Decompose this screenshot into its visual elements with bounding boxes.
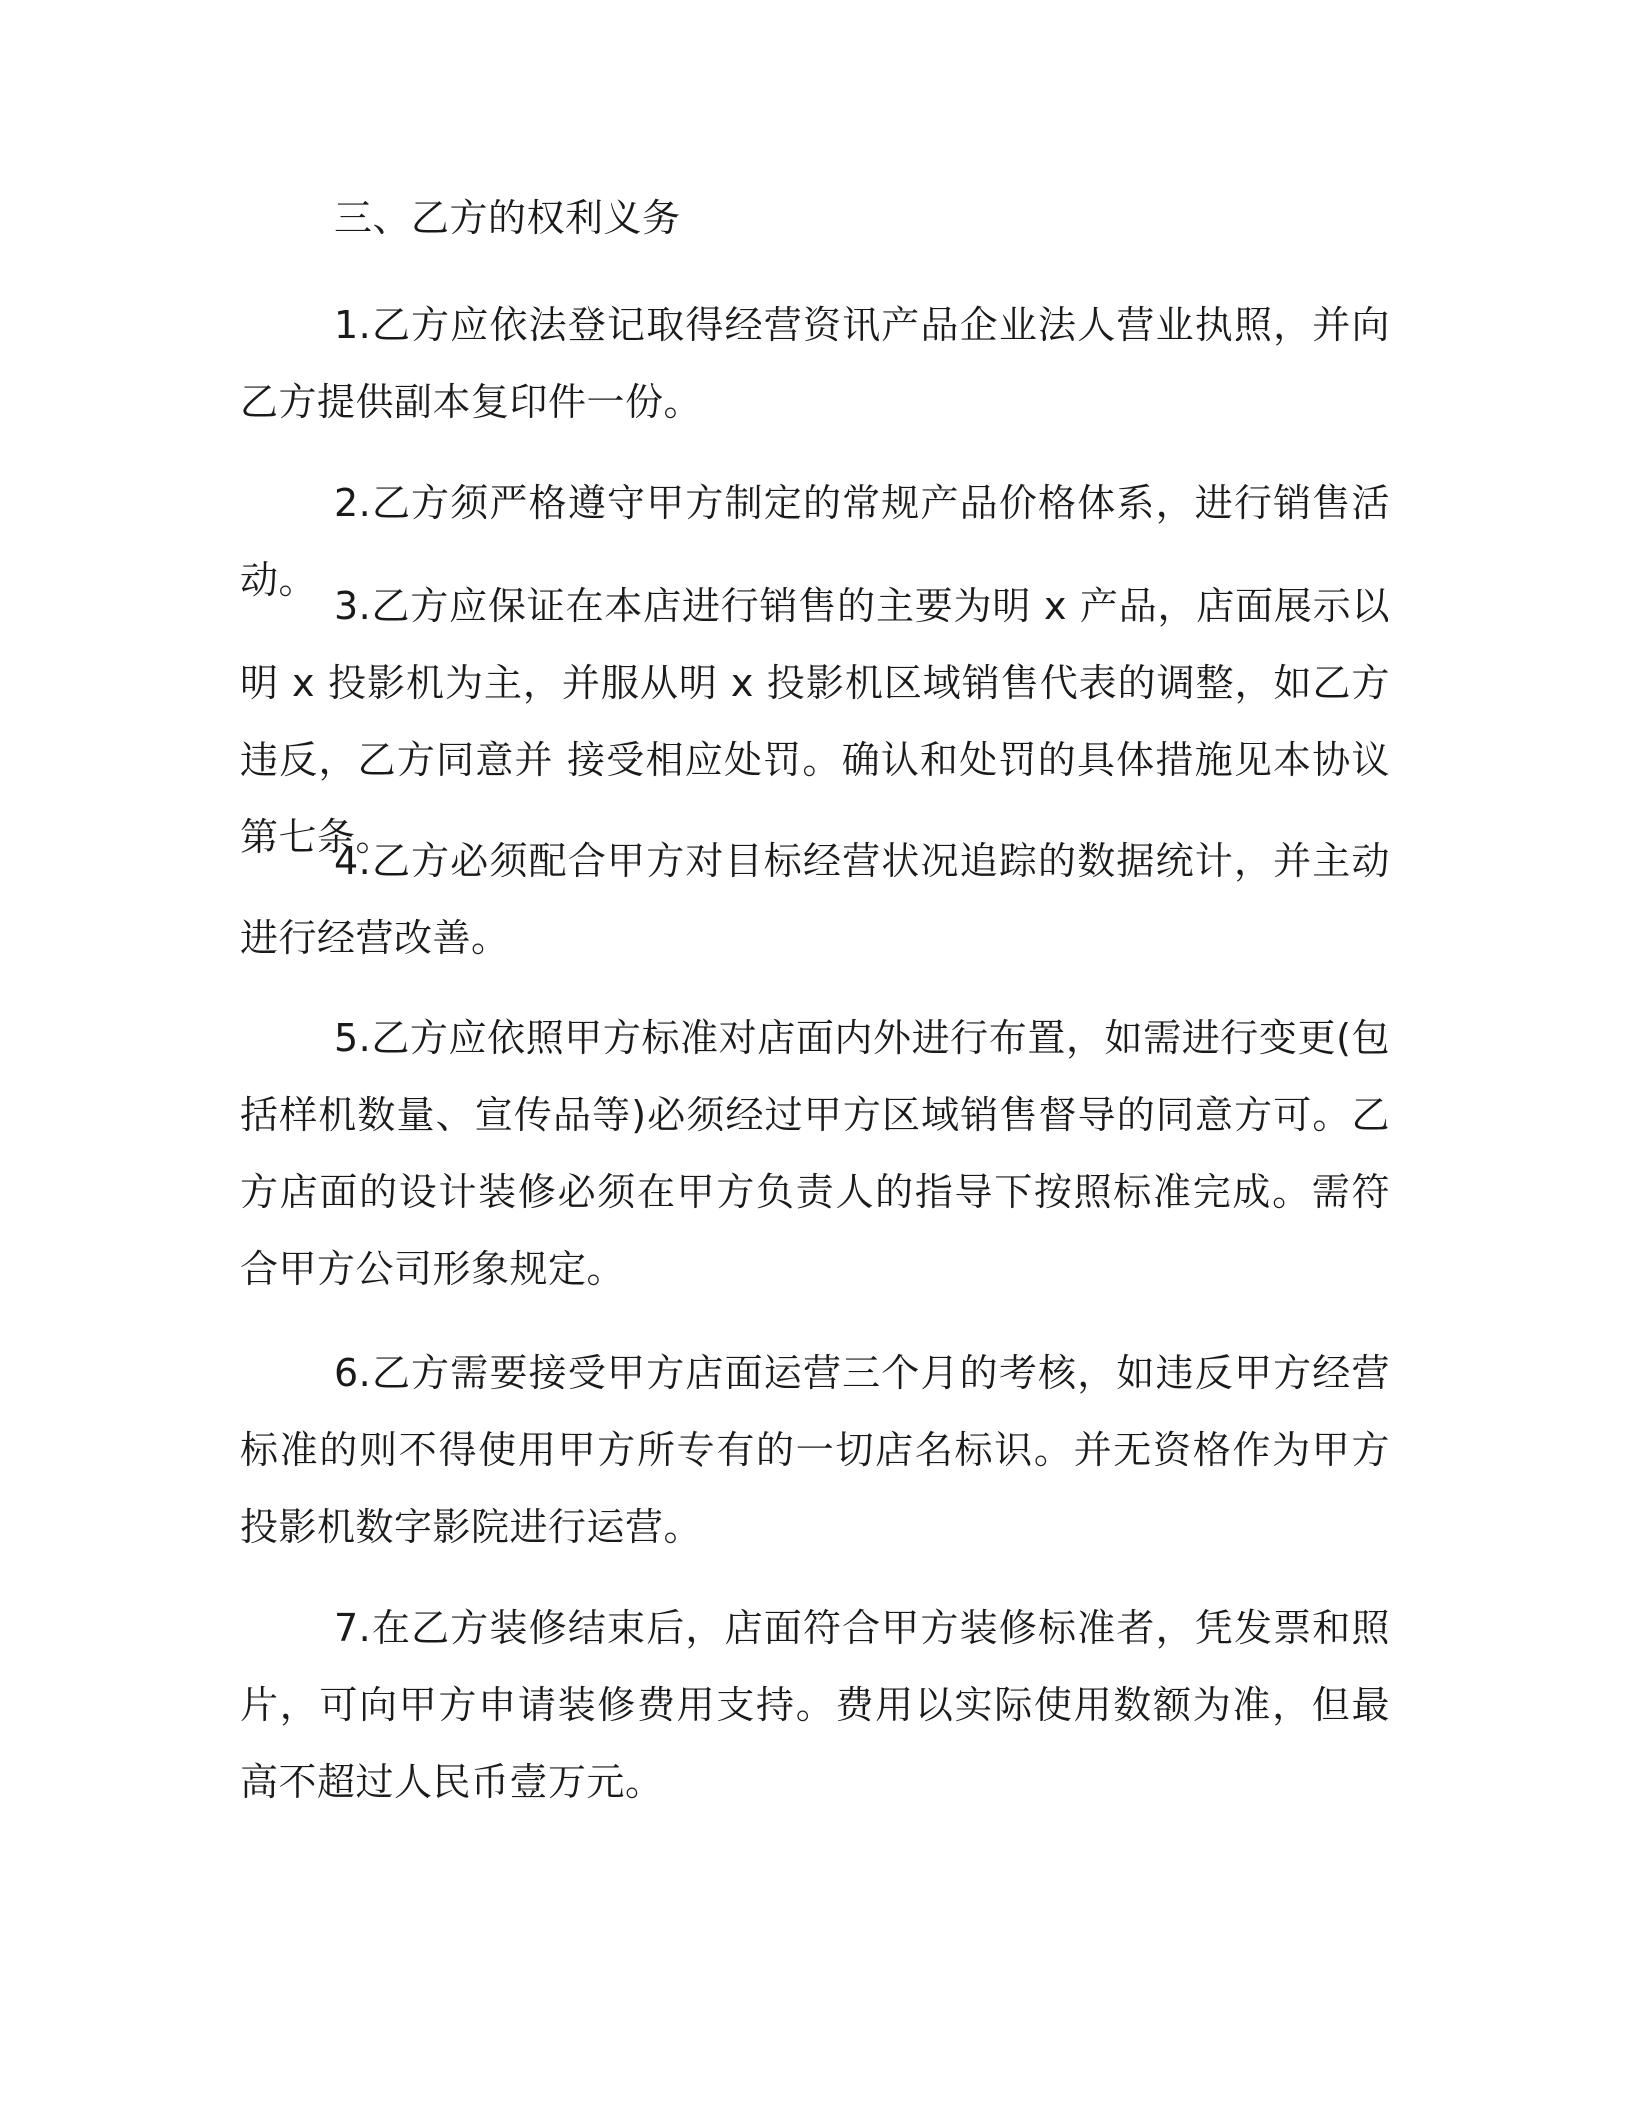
clause-1: 1.乙方应依法登记取得经营资讯产品企业法人营业执照，并向乙方提供副本复印件一份。 [240, 303, 1390, 424]
clause-6: 6.乙方需要接受甲方店面运营三个月的考核，如违反甲方经营标准的则不得使用甲方所专有的一切店名标识。并无资格作为甲方投影机数字影院进行运营。 [240, 1351, 1390, 1549]
clause-5: 5.乙方应依照甲方标准对店面内外进行布置，如需进行变更(包括样机数量、宣传品等)必须经过甲方区域销售督导的同意方可。乙方店面的设计装修必须在甲方负责人的指导下按照标准完成。需符合甲方公司形象规定。 [240, 1016, 1390, 1291]
clause-2: 2.乙方须严格遵守甲方制定的常规产品价格体系，进行销售活动。 [240, 481, 1390, 602]
clause-7: 7.在乙方装修结束后，店面符合甲方装修标准者，凭发票和照片，可向甲方申请装修费用支持。费用以实际使用数额为准，但最高不超过人民币壹万元。 [240, 1606, 1390, 1804]
clause-4: 4.乙方必须配合甲方对目标经营状况追踪的数据统计，并主动进行经营改善。 [240, 839, 1390, 960]
clause-3: 3.乙方应保证在本店进行销售的主要为明 x 产品，店面展示以明 x 投影机为主，并服从明 x 投影机区域销售代表的调整，如乙方违反，乙方同意并 接受相应处罚。确认和处罚的具体措施见本协议第七条。 [240, 584, 1390, 859]
section-heading: 三、乙方的权利义务 [334, 196, 681, 240]
